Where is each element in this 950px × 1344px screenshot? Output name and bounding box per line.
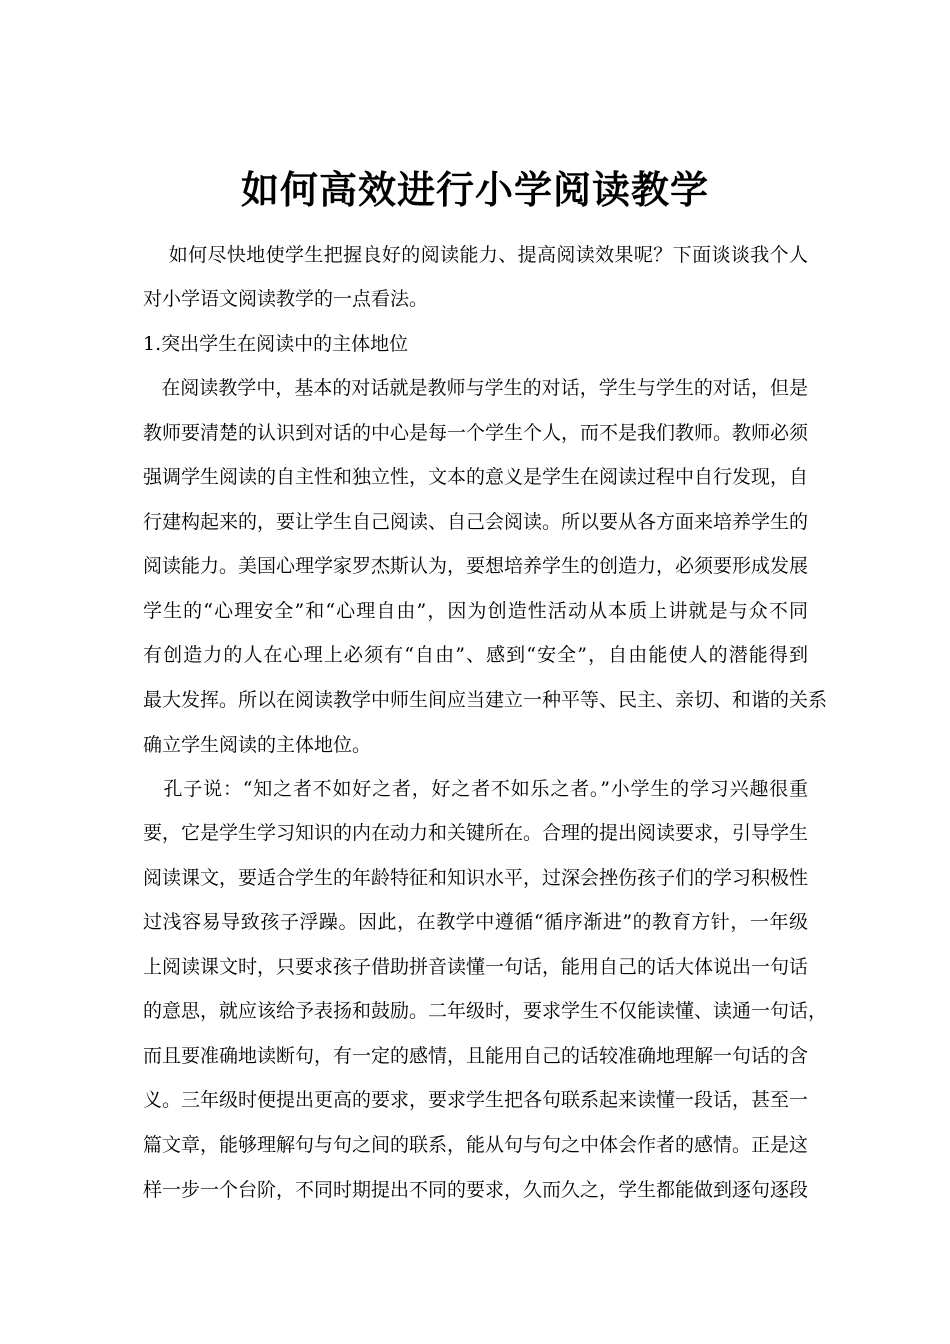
paragraph-line-19: 义。三年级时便提出更高的要求，要求学生把各句联系起来读懂一段话，甚至一 <box>143 1089 809 1111</box>
paragraph-line-12: 孔子说：“知之者不如好之者，好之者不如乐之者。”小学生的学习兴趣很重 <box>143 778 808 800</box>
paragraph-line-15: 过浅容易导致孩子浮躁。因此，在教学中遵循“循序渐进”的教育方针，一年级 <box>143 911 808 933</box>
paragraph-line-8: 学生的“心理安全”和“心理自由”，因为创造性活动从本质上讲就是与众不同 <box>143 600 808 622</box>
paragraph-line-6: 行建构起来的，要让学生自己阅读、自己会阅读。所以要从各方面来培养学生的 <box>143 511 809 533</box>
paragraph-line-21: 样一步一个台阶，不同时期提出不同的要求，久而久之，学生都能做到逐句逐段 <box>143 1179 809 1201</box>
paragraph-line-5: 强调学生阅读的自主性和独立性，文本的意义是学生在阅读过程中自行发现，自 <box>143 466 809 488</box>
paragraph-line-11: 确立学生阅读的主体地位。 <box>143 734 372 756</box>
paragraph-line-14: 阅读课文，要适合学生的年龄特征和知识水平，过深会挫伤孩子们的学习积极性 <box>143 867 809 889</box>
paragraph-line-17: 的意思，就应该给予表扬和鼓励。二年级时，要求学生不仅能读懂、读通一句话， <box>143 1000 828 1022</box>
paragraph-line-2: 对小学语文阅读教学的一点看法。 <box>143 288 429 310</box>
paragraph-line-16: 上阅读课文时，只要求孩子借助拼音读懂一句话，能用自己的话大体说出一句话 <box>143 956 809 978</box>
paragraph-line-7: 阅读能力。美国心理学家罗杰斯认为，要想培养学生的创造力，必须要形成发展 <box>143 555 809 577</box>
document-title: 如何高效进行小学阅读教学 <box>240 167 709 212</box>
paragraph-line-1: 如何尽快地使学生把握良好的阅读能力、提高阅读效果呢？下面谈谈我个人 <box>143 244 808 266</box>
paragraph-line-3: 在阅读教学中，基本的对话就是教师与学生的对话，学生与学生的对话，但是 <box>143 377 808 399</box>
paragraph-line-13: 要，它是学生学习知识的内在动力和关键所在。合理的提出阅读要求，引导学生 <box>143 822 809 844</box>
paragraph-line-20: 篇文章，能够理解句与句之间的联系，能从句与句之中体会作者的感情。正是这 <box>143 1134 809 1156</box>
paragraph-line-9: 有创造力的人在心理上必须有“自由”、感到“安全”，自由能使人的潜能得到 <box>143 644 808 666</box>
paragraph-line-10: 最大发挥。所以在阅读教学中师生间应当建立一种平等、民主、亲切、和谐的关系 <box>143 689 828 711</box>
section-heading-1: 1.突出学生在阅读中的主体地位 <box>143 333 409 355</box>
paragraph-line-18: 而且要准确地读断句，有一定的感情，且能用自己的话较准确地理解一句话的含 <box>143 1045 809 1067</box>
paragraph-line-4: 教师要清楚的认识到对话的中心是每一个学生个人，而不是我们教师。教师必须 <box>143 422 809 444</box>
